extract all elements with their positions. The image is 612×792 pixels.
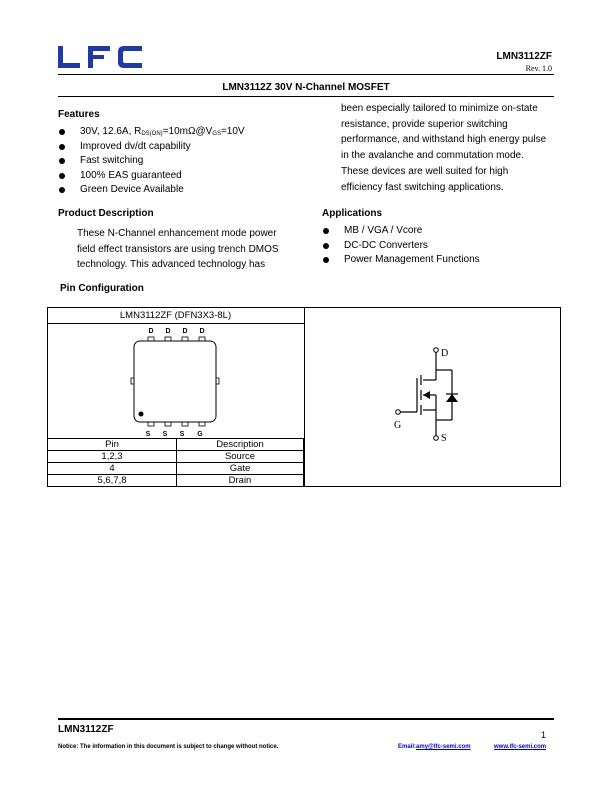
applications-heading: Applications: [322, 208, 383, 219]
text-line: field effect transistors are using trench DMOS: [77, 243, 279, 255]
footer-notice: Notice: The information in this document is subject to change without notice.: [58, 744, 279, 750]
email-label: Email:: [398, 744, 417, 750]
description-continued: [341, 101, 571, 163]
feature-item: 30V, 12.6A, $R_{DS(ON)}=10m\Omega@V_{GS}=10V$: [58, 125, 308, 140]
description-cell: Drain: [177, 475, 304, 487]
feature-item: Green Device Available: [58, 183, 308, 198]
pin-cell: 1,2,3: [48, 451, 177, 463]
description-cell: Source: [177, 451, 304, 463]
features-list: [58, 125, 308, 198]
pin1-marker: [139, 412, 144, 417]
application-item: DC-DC Converters: [322, 239, 562, 254]
application-item: Power Management Functions: [322, 253, 562, 268]
pin-label-top: D: [199, 328, 205, 335]
package-title-divider: [47, 323, 304, 324]
lfc-logo: [58, 46, 142, 68]
text-line: performance, and withstand high energy pulse: [341, 134, 547, 145]
pin-label-top: D: [182, 328, 188, 335]
header-part-number: LMN3112ZF: [496, 51, 552, 62]
email-address[interactable]: amy@lfc-semi.com: [416, 744, 471, 750]
pin-label-bottom: G: [197, 431, 203, 438]
feature-item: Improved dv/dt capability: [58, 140, 308, 155]
table-row: [48, 451, 304, 463]
gate-label: G: [394, 420, 402, 431]
header-divider: [58, 74, 554, 75]
table-row: [48, 475, 304, 487]
email-link[interactable]: [398, 744, 471, 750]
pin-label-bottom: S: [145, 431, 151, 438]
pin-cell: 4: [48, 463, 177, 475]
text-line: resistance, provide superior switching: [341, 118, 508, 130]
feature-item: Fast switching: [58, 154, 308, 169]
package-title: LMN3112ZF (DFN3X3-8L): [119, 310, 232, 321]
pin-config-divider: [304, 307, 305, 487]
pin-label-bottom: S: [162, 431, 168, 438]
package-diagram: [120, 325, 230, 439]
drain-label: D: [441, 348, 449, 359]
table-row: [48, 463, 304, 475]
text-line: been especially tailored to minimize on-state: [341, 103, 538, 114]
package-body: [134, 341, 216, 422]
table-header: Description: [177, 439, 304, 451]
revision: Rev. 1.0: [525, 64, 552, 73]
pin-cell: 5,6,7,8: [48, 475, 177, 487]
website-link[interactable]: www.lfc-semi.com: [494, 744, 547, 750]
text-line: These devices are well suited for high: [341, 166, 509, 177]
document-title: LMN3112Z 30V N-Channel MOSFET: [222, 82, 390, 93]
footer-part-number: LMN3112ZF: [58, 724, 114, 735]
pin-label-top: D: [148, 328, 154, 335]
feature-item: 100% EAS guaranteed: [58, 169, 308, 184]
text-line: efficiency fast switching applications.: [341, 181, 504, 193]
footer-divider: [58, 718, 554, 720]
pin-table: [47, 438, 304, 487]
suitability-text: [341, 164, 571, 195]
features-heading: Features: [58, 109, 100, 120]
source-label: S: [441, 433, 447, 444]
title-divider: [58, 96, 554, 97]
pin-label-bottom: S: [179, 431, 185, 438]
page-number: 1: [540, 730, 546, 740]
application-item: MB / VGA / Vcore: [322, 224, 562, 239]
table-header-row: [48, 439, 304, 451]
product-description-heading: Product Description: [58, 208, 154, 219]
table-header: Pin: [48, 439, 177, 451]
applications-list: [322, 224, 562, 268]
text-line: These N-Channel enhancement mode power: [77, 228, 277, 239]
mosfet-symbol: [388, 340, 478, 450]
product-description-text: [77, 226, 317, 273]
description-cell: Gate: [177, 463, 304, 475]
pin-label-top: D: [165, 328, 171, 335]
text-line: technology. This advanced technology has: [77, 259, 266, 270]
pin-configuration-heading: Pin Configuration: [60, 283, 144, 294]
text-line: in the avalanche and commutation mode.: [341, 149, 524, 161]
